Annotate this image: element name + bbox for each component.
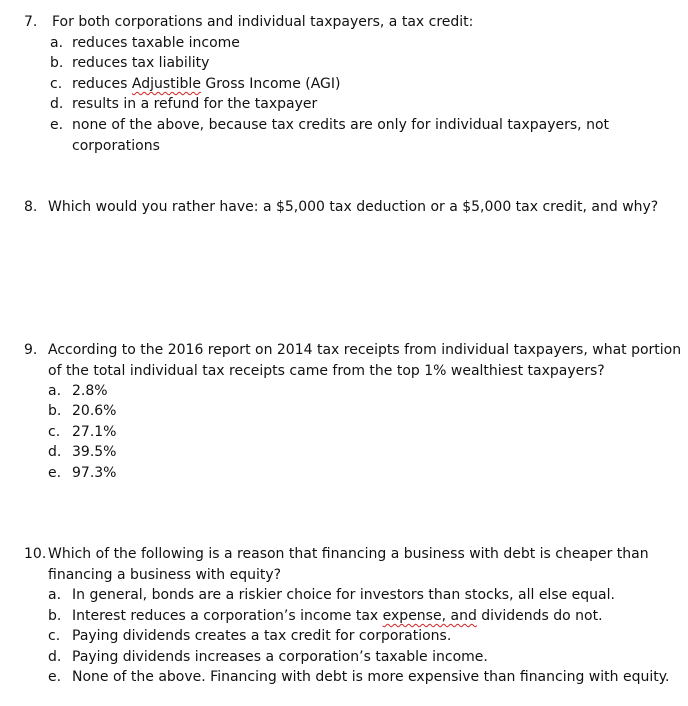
option-text-pre: reduces <box>72 76 132 92</box>
question-stem: Which of the following is a reason that financing a business with debt is cheaper than <box>48 546 649 562</box>
option-letter: d. <box>50 96 64 112</box>
option-letter: e. <box>48 465 62 481</box>
option-text: 2.8% <box>72 383 108 399</box>
spellcheck-flagged-phrase: expense, and <box>382 608 477 624</box>
option-text: reduces tax liability <box>72 55 210 71</box>
option-text: 20.6% <box>72 403 117 419</box>
option-text: 27.1% <box>72 424 117 440</box>
option-text: Paying dividends increases a corporation’s taxable income. <box>72 649 488 665</box>
question-number: 10. <box>24 546 47 562</box>
option-text <box>72 606 603 626</box>
option-text-post: Gross Income (AGI) <box>200 76 341 92</box>
option-text: In general, bonds are a riskier choice for investors than stocks, all else equal. <box>72 587 615 603</box>
question-stem: For both corporations and individual taxpayers, a tax credit: <box>52 14 474 30</box>
option-letter: e. <box>50 117 64 133</box>
option-text <box>72 74 341 94</box>
option-text: none of the above, because tax credits are only for individual taxpayers, not <box>72 117 609 133</box>
question-stem: Which would you rather have: a $5,000 tax deduction or a $5,000 tax credit, and why? <box>48 199 659 215</box>
option-text: 97.3% <box>72 465 117 481</box>
option-letter: c. <box>48 424 61 440</box>
spellcheck-flagged-word: Adjustible <box>131 76 201 92</box>
option-letter: b. <box>50 55 64 71</box>
option-text: None of the above. Financing with debt is more expensive than financing with equity. <box>72 669 670 685</box>
option-letter: d. <box>48 649 62 665</box>
option-letter: c. <box>50 76 63 92</box>
option-text-pre: Interest reduces a corporation’s income tax <box>72 608 383 624</box>
question-number: 7. <box>24 14 38 30</box>
question-number: 8. <box>24 199 38 215</box>
option-text: reduces taxable income <box>72 35 240 51</box>
question-number: 9. <box>24 342 38 358</box>
question-stem: According to the 2016 report on 2014 tax receipts from individual taxpayers, what portion <box>48 342 682 358</box>
option-letter: e. <box>48 669 62 685</box>
option-text: results in a refund for the taxpayer <box>72 96 318 112</box>
option-text-post: dividends do not. <box>476 608 603 624</box>
option-letter: b. <box>48 608 62 624</box>
option-letter: a. <box>48 587 62 603</box>
option-letter: a. <box>50 35 64 51</box>
option-text-continued: corporations <box>72 138 160 154</box>
option-letter: b. <box>48 403 62 419</box>
option-text: Paying dividends creates a tax credit for corporations. <box>72 628 452 644</box>
option-text: 39.5% <box>72 444 117 460</box>
option-letter: c. <box>48 628 61 644</box>
option-letter: d. <box>48 444 62 460</box>
question-stem-continued: of the total individual tax receipts came from the top 1% wealthiest taxpayers? <box>48 363 605 379</box>
question-stem-continued: financing a business with equity? <box>48 567 282 583</box>
option-letter: a. <box>48 383 62 399</box>
